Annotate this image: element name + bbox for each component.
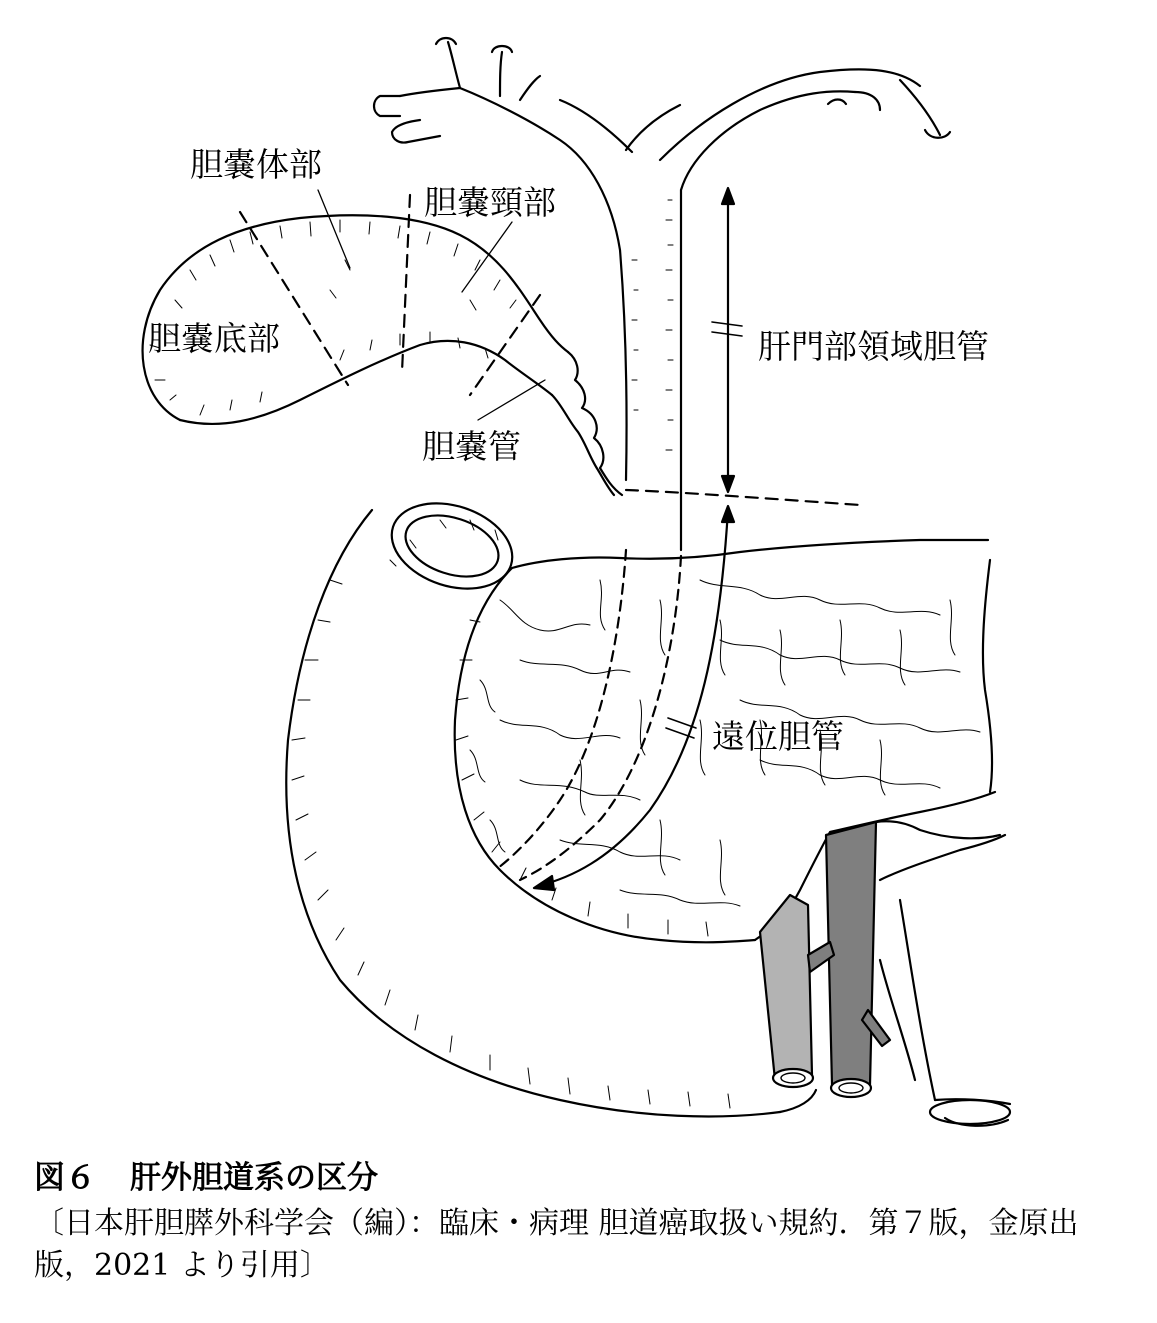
right-vessels: [876, 821, 1010, 1125]
portal-vein: [760, 895, 813, 1087]
hepatic-ducts: [374, 38, 950, 550]
figure-number: 図６: [34, 1160, 96, 1196]
label-perihilar-duct: 肝門部領域胆管: [758, 327, 989, 366]
caption-title-line: [34, 1152, 1134, 1197]
gallbladder-boundaries: [240, 195, 540, 395]
figure-caption: [34, 1152, 1134, 1287]
label-gb-neck: 胆嚢頸部: [424, 183, 556, 222]
distal-arrow-bottom: [534, 876, 554, 890]
label-gb-body: 胆嚢体部: [190, 145, 322, 184]
distal-arrow-top: [722, 506, 734, 522]
figure-title: 肝外胆道系の区分: [130, 1160, 378, 1196]
artery: [808, 822, 890, 1097]
distal-arrow-line: [538, 510, 728, 886]
label-distal-duct: 遠位胆管: [712, 717, 844, 756]
label-cystic-duct: 胆嚢管: [422, 427, 521, 466]
duodenum: [286, 489, 816, 1117]
segment-markers: [534, 188, 860, 890]
hilar-duct-hatching: [632, 200, 673, 450]
perihilar-arrow-top: [722, 188, 734, 204]
figure-source: 〔日本肝胆膵外科学会（編）：臨床・病理 胆道癌取扱い規約．第７版，金原出版，2021 より引用〕: [34, 1206, 1079, 1283]
duodenum-hatching: [292, 520, 730, 1108]
label-gb-fundus: 胆嚢底部: [148, 319, 280, 358]
distal-duct-dashed: [498, 550, 681, 880]
perihilar-arrow-bottom: [722, 476, 734, 492]
gallbladder-hatching: [150, 220, 516, 415]
